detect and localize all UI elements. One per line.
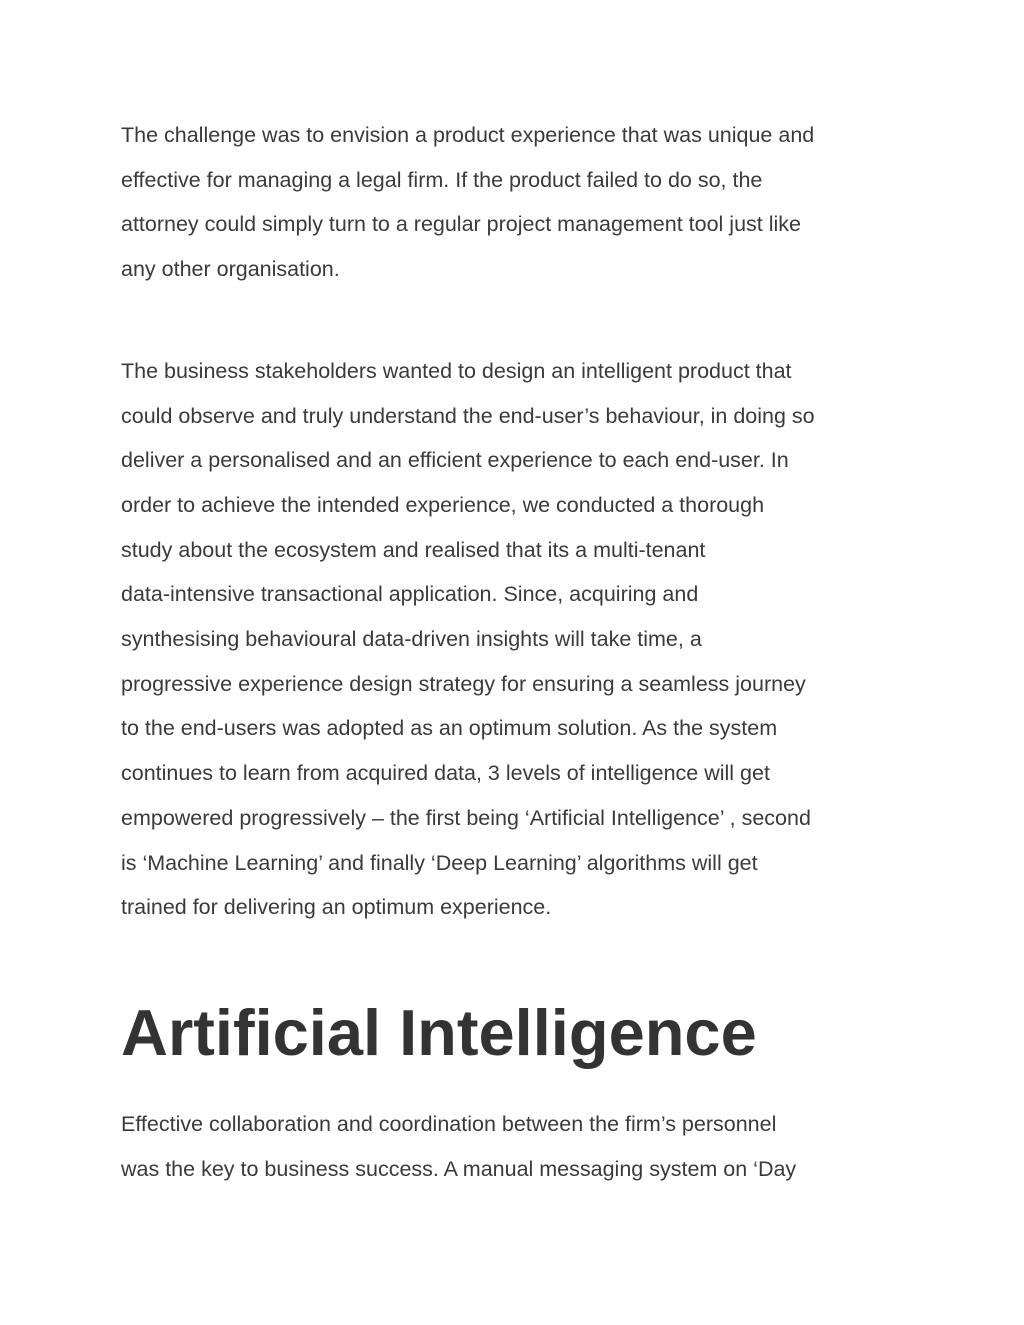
section-heading: Artificial Intelligence bbox=[121, 995, 757, 1069]
text-line: order to achieve the intended experience, we conducted a thorough bbox=[121, 492, 765, 517]
text-line: was the key to business success. A manual messaging system on ‘Day bbox=[121, 1156, 797, 1181]
stakeholders-paragraph bbox=[121, 349, 921, 930]
text-line: Effective collaboration and coordination between the firm’s personnel bbox=[121, 1111, 777, 1136]
text-line: data-intensive transactional application. Since, acquiring and bbox=[121, 582, 699, 607]
text-line: continues to learn from acquired data, 3 levels of intelligence will get bbox=[121, 761, 770, 786]
text-line: progressive experience design strategy for ensuring a seamless journey bbox=[121, 671, 806, 696]
section-spacer bbox=[121, 930, 921, 988]
text-line: deliver a personalised and an efficient experience to each end-user. In bbox=[121, 448, 789, 473]
intro-paragraph bbox=[121, 113, 921, 292]
collaboration-paragraph bbox=[121, 1102, 921, 1191]
text-line: synthesising behavioural data-driven insights will take time, a bbox=[121, 627, 702, 652]
text-line: empowered progressively – the first being ‘Artificial Intelligence’ , second bbox=[121, 805, 811, 830]
text-line: The business stakeholders wanted to design an intelligent product that bbox=[121, 358, 792, 383]
text-line: is ‘Machine Learning’ and finally ‘Deep Learning’ algorithms will get bbox=[121, 850, 758, 875]
text-line: effective for managing a legal firm. If the product failed to do so, the bbox=[121, 167, 763, 192]
text-line: study about the ecosystem and realised that its a multi-tenant bbox=[121, 537, 706, 562]
text-line: could observe and truly understand the end-user’s behaviour, in doing so bbox=[121, 403, 815, 428]
document-page bbox=[121, 113, 921, 1191]
text-line: to the end-users was adopted as an optimum solution. As the system bbox=[121, 716, 778, 741]
heading-spacer bbox=[121, 1078, 921, 1102]
paragraph-spacer bbox=[121, 292, 921, 349]
text-line: attorney could simply turn to a regular project management tool just like bbox=[121, 212, 801, 237]
text-line: The challenge was to envision a product experience that was unique and bbox=[121, 123, 815, 147]
text-line: trained for delivering an optimum experience. bbox=[121, 895, 552, 920]
text-line: any other organisation. bbox=[121, 257, 340, 282]
